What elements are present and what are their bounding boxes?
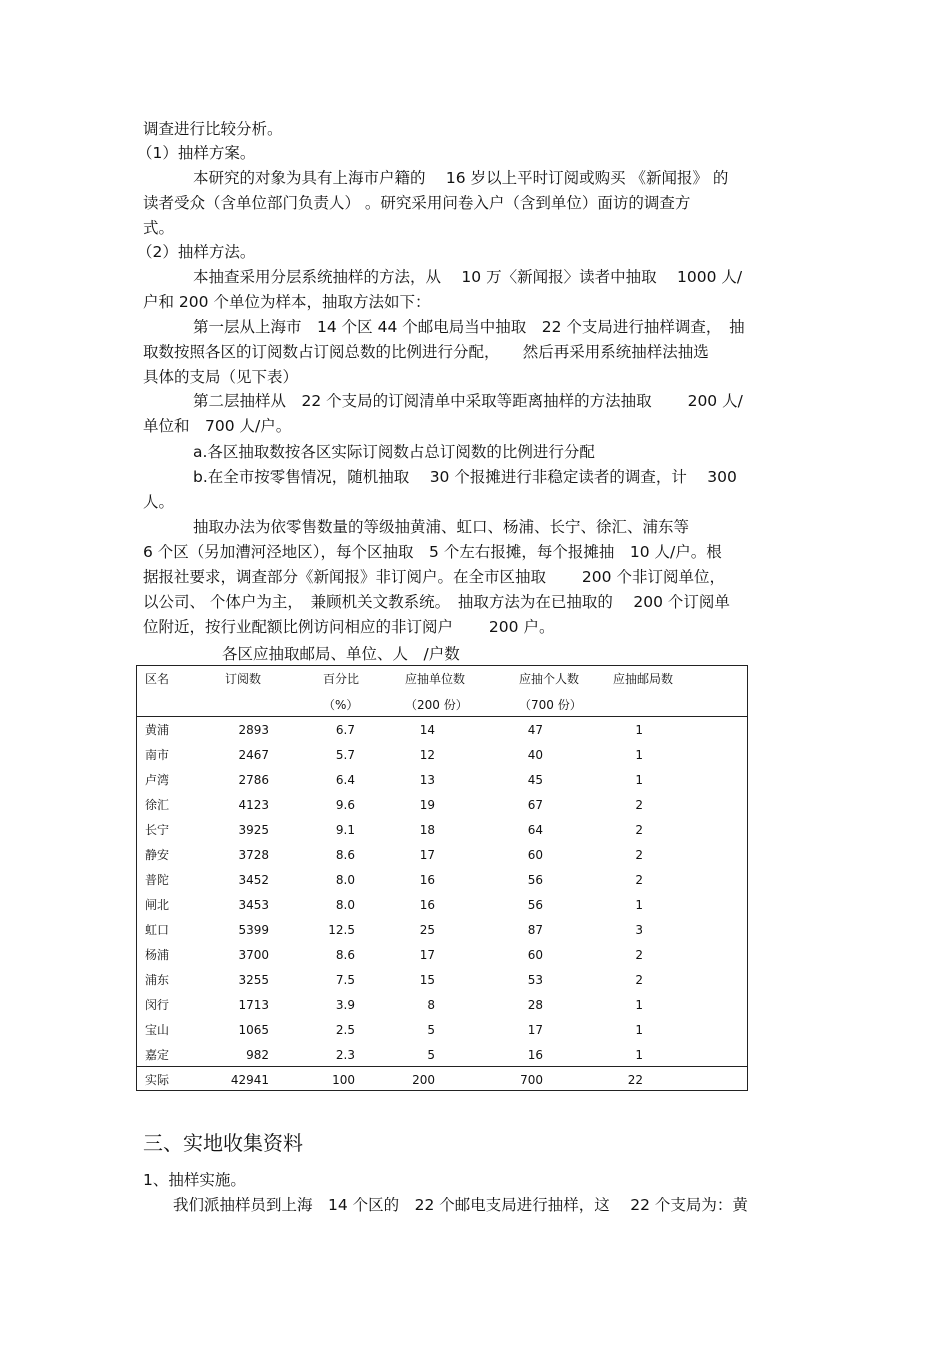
table-cell: 2 xyxy=(635,798,643,812)
total-divider xyxy=(137,1066,747,1067)
paragraph-line: 具体的支局（见下表） xyxy=(143,368,299,386)
header-divider xyxy=(137,716,747,717)
paragraph-line: b.在全市按零售情况，随机抽取 30 个报摊进行非稳定读者的调查，计 300 xyxy=(193,468,737,486)
table-header: 订阅数 xyxy=(225,672,262,686)
table-cell: 3.9 xyxy=(335,998,355,1012)
total-cell: 200 xyxy=(412,1073,435,1087)
table-cell: 56 xyxy=(527,898,543,912)
table-cell: 13 xyxy=(419,773,435,787)
paragraph-line: 第一层从上海市 14 个区 44 个邮电局当中抽取 22 个支局进行抽样调查， 抽 xyxy=(193,318,745,336)
table-cell: 17 xyxy=(527,1023,543,1037)
table-cell: 16 xyxy=(419,873,435,887)
table-cell: 40 xyxy=(527,748,543,762)
table-header: 应抽邮局数 xyxy=(613,672,674,686)
district-name: 嘉定 xyxy=(145,1048,170,1062)
table-header: 应抽单位数 xyxy=(405,672,466,686)
table-cell: 18 xyxy=(419,823,435,837)
paragraph-line: 单位和 700 人/户。 xyxy=(143,417,292,435)
table-cell: 15 xyxy=(419,973,435,987)
table-cell: 9.6 xyxy=(335,798,355,812)
district-name: 南市 xyxy=(145,748,170,762)
paragraph-line: 据报社要求，调查部分《新闻报》非订阅户。在全市区抽取 200 个非订阅单位， xyxy=(143,568,725,586)
section-title: 三、实地收集资料 xyxy=(143,1131,303,1155)
table-cell: 14 xyxy=(419,723,435,737)
table-cell: 6.4 xyxy=(335,773,355,787)
table-cell: 60 xyxy=(527,948,543,962)
table-cell: 28 xyxy=(527,998,543,1012)
table-cell: 8.6 xyxy=(335,848,355,862)
table-cell: 16 xyxy=(419,898,435,912)
table-cell: 8.0 xyxy=(335,898,355,912)
table-cell: 2.5 xyxy=(335,1023,355,1037)
table-cell: 9.1 xyxy=(335,823,355,837)
table-cell: 8 xyxy=(427,998,435,1012)
table-cell: 2.3 xyxy=(335,1048,355,1062)
table-cell: 64 xyxy=(527,823,543,837)
paragraph-line: 读者受众（含单位部门负责人） 。研究采用问卷入户（含到单位）面访的调查方 xyxy=(143,194,691,212)
district-name: 闸北 xyxy=(145,898,170,912)
table-cell: 12.5 xyxy=(328,923,355,937)
paragraph-line: a.各区抽取数按各区实际订阅数占总订阅数的比例进行分配 xyxy=(193,443,595,461)
table-cell: 47 xyxy=(527,723,543,737)
table-cell: 8.0 xyxy=(335,873,355,887)
paragraph-line: 人。 xyxy=(143,493,175,511)
total-label: 实际 xyxy=(145,1073,170,1087)
table-cell: 5399 xyxy=(238,923,269,937)
table-cell: 60 xyxy=(527,848,543,862)
table-cell: 2893 xyxy=(238,723,269,737)
table-header: 应抽个人数 xyxy=(519,672,580,686)
district-name: 闵行 xyxy=(145,998,170,1012)
table-cell: 16 xyxy=(527,1048,543,1062)
table-cell: 5.7 xyxy=(335,748,355,762)
table-cell: 87 xyxy=(527,923,543,937)
sub-heading: 1、抽样实施。 xyxy=(143,1171,246,1189)
table-cell: 1065 xyxy=(238,1023,269,1037)
table-caption: 各区应抽取邮局、单位、人 /户数 xyxy=(222,645,460,663)
table-cell: 982 xyxy=(246,1048,269,1062)
table-cell: 3925 xyxy=(238,823,269,837)
table-header: 百分比 xyxy=(323,672,360,686)
table-cell: 3453 xyxy=(238,898,269,912)
table-cell: 2 xyxy=(635,848,643,862)
table-cell: 2467 xyxy=(238,748,269,762)
table-cell: 2786 xyxy=(238,773,269,787)
table-cell: 25 xyxy=(419,923,435,937)
table-cell: 5 xyxy=(427,1048,435,1062)
table-cell: 56 xyxy=(527,873,543,887)
table-cell: 3700 xyxy=(238,948,269,962)
table-cell: 67 xyxy=(527,798,543,812)
paragraph-line: 本研究的对象为具有上海市户籍的 16 岁以上平时订阅或购买 《新闻报》 的 xyxy=(193,169,729,187)
total-cell: 22 xyxy=(627,1073,643,1087)
table-cell: 17 xyxy=(419,848,435,862)
table-subheader: （%） xyxy=(323,698,359,712)
table-cell: 2 xyxy=(635,873,643,887)
table-cell: 1 xyxy=(635,1048,643,1062)
paragraph-line: 取数按照各区的订阅数占订阅总数的比例进行分配， 然后再采用系统抽样法抽选 xyxy=(143,343,709,361)
district-name: 静安 xyxy=(145,848,170,862)
district-name: 卢湾 xyxy=(145,773,170,787)
table-cell: 5 xyxy=(427,1023,435,1037)
table-cell: 3255 xyxy=(238,973,269,987)
table-cell: 45 xyxy=(527,773,543,787)
paragraph-line: 调查进行比较分析。 xyxy=(143,120,283,138)
table-cell: 1 xyxy=(635,773,643,787)
table-cell: 7.5 xyxy=(335,973,355,987)
paragraph-line: 第二层抽样从 22 个支局的订阅清单中采取等距离抽样的方法抽取 200 人/ xyxy=(193,392,743,410)
district-sampling-table xyxy=(136,665,748,1091)
table-subheader: （200 份） xyxy=(405,698,468,712)
table-cell: 1 xyxy=(635,898,643,912)
paragraph-line: 以公司、 个体户为主， 兼顾机关文教系统。 抽取方法为在已抽取的 200 个订阅单 xyxy=(143,593,730,611)
district-name: 长宁 xyxy=(145,823,170,837)
table-cell: 1713 xyxy=(238,998,269,1012)
table-subheader: （700 份） xyxy=(519,698,582,712)
table-cell: 19 xyxy=(419,798,435,812)
total-cell: 700 xyxy=(520,1073,543,1087)
table-cell: 2 xyxy=(635,823,643,837)
table-cell: 1 xyxy=(635,748,643,762)
table-cell: 12 xyxy=(419,748,435,762)
table-cell: 2 xyxy=(635,973,643,987)
table-cell: 3452 xyxy=(238,873,269,887)
table-cell: 1 xyxy=(635,1023,643,1037)
district-name: 黄浦 xyxy=(145,723,170,737)
district-name: 宝山 xyxy=(145,1023,170,1037)
district-name: 徐汇 xyxy=(145,798,170,812)
paragraph-line: （1）抽样方案。 xyxy=(137,144,256,162)
table-cell: 1 xyxy=(635,723,643,737)
table-cell: 2 xyxy=(635,948,643,962)
district-name: 浦东 xyxy=(145,973,170,987)
total-cell: 100 xyxy=(332,1073,355,1087)
table-cell: 3 xyxy=(635,923,643,937)
table-cell: 4123 xyxy=(238,798,269,812)
closing-paragraph: 我们派抽样员到上海 14 个区的 22 个邮电支局进行抽样，这 22 个支局为：黄 xyxy=(173,1196,748,1214)
paragraph-line: （2）抽样方法。 xyxy=(137,243,256,261)
paragraph-line: 户和 200 个单位为样本，抽取方法如下： xyxy=(143,293,431,311)
table-cell: 6.7 xyxy=(335,723,355,737)
table-cell: 8.6 xyxy=(335,948,355,962)
district-name: 杨浦 xyxy=(145,948,170,962)
table-cell: 1 xyxy=(635,998,643,1012)
paragraph-line: 本抽查采用分层系统抽样的方法，从 10 万〈新闻报〉读者中抽取 1000 人/ xyxy=(193,268,743,286)
total-cell: 42941 xyxy=(230,1073,269,1087)
paragraph-line: 位附近，按行业配额比例访问相应的非订阅户 200 户。 xyxy=(143,618,555,636)
paragraph-line: 抽取办法为依零售数量的等级抽黄浦、虹口、杨浦、长宁、徐汇、浦东等 xyxy=(193,518,690,536)
table-header: 区名 xyxy=(145,672,170,686)
district-name: 虹口 xyxy=(145,923,170,937)
paragraph-line: 6 个区（另加漕河泾地区），每个区抽取 5 个左右报摊，每个报摊抽 10 人/户。根 xyxy=(143,543,722,561)
district-name: 普陀 xyxy=(145,873,170,887)
table-cell: 3728 xyxy=(238,848,269,862)
table-cell: 17 xyxy=(419,948,435,962)
paragraph-line: 式。 xyxy=(143,219,175,237)
table-cell: 53 xyxy=(527,973,543,987)
